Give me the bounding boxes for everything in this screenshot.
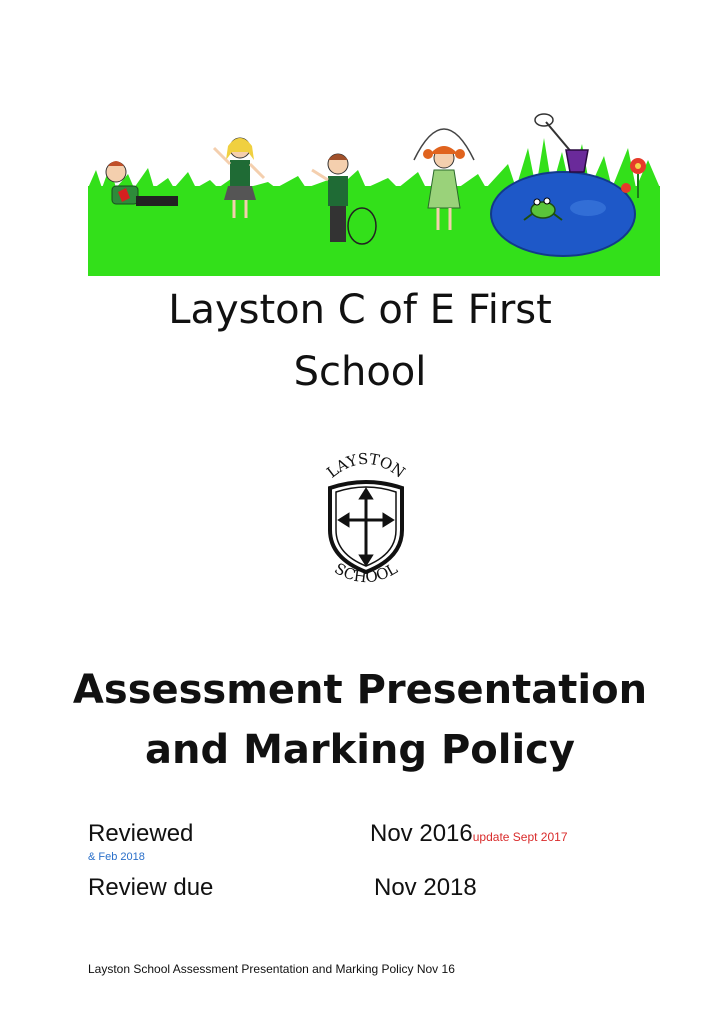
crest-text-top: LAYSTON bbox=[323, 449, 409, 482]
review-due-date: Nov 2018 bbox=[374, 874, 477, 901]
page-footer: Layston School Assessment Presentation and Marking Policy Nov 16 bbox=[88, 962, 455, 976]
reviewed-label: Reviewed bbox=[88, 820, 194, 847]
update-note: update Sept 2017 bbox=[472, 830, 568, 844]
children-playing-illustration bbox=[88, 108, 660, 276]
school-name-line1: Layston C of E First bbox=[168, 287, 552, 333]
review-due-label: Review due bbox=[88, 874, 214, 901]
pond bbox=[491, 172, 635, 256]
school-crest-logo bbox=[310, 448, 422, 596]
extra-review-note: & Feb 2018 bbox=[88, 851, 145, 863]
school-name-line2: School bbox=[293, 349, 427, 395]
reviewed-date-group bbox=[370, 820, 568, 848]
policy-title-line1: Assessment Presentation bbox=[72, 667, 648, 713]
svg-text:LAYSTON bbox=[323, 450, 408, 482]
crest-text-bottom: SCHOOL bbox=[331, 559, 401, 587]
reviewed-date: Nov 2016 bbox=[370, 820, 473, 847]
policy-title-line2: and Marking Policy bbox=[145, 727, 575, 773]
